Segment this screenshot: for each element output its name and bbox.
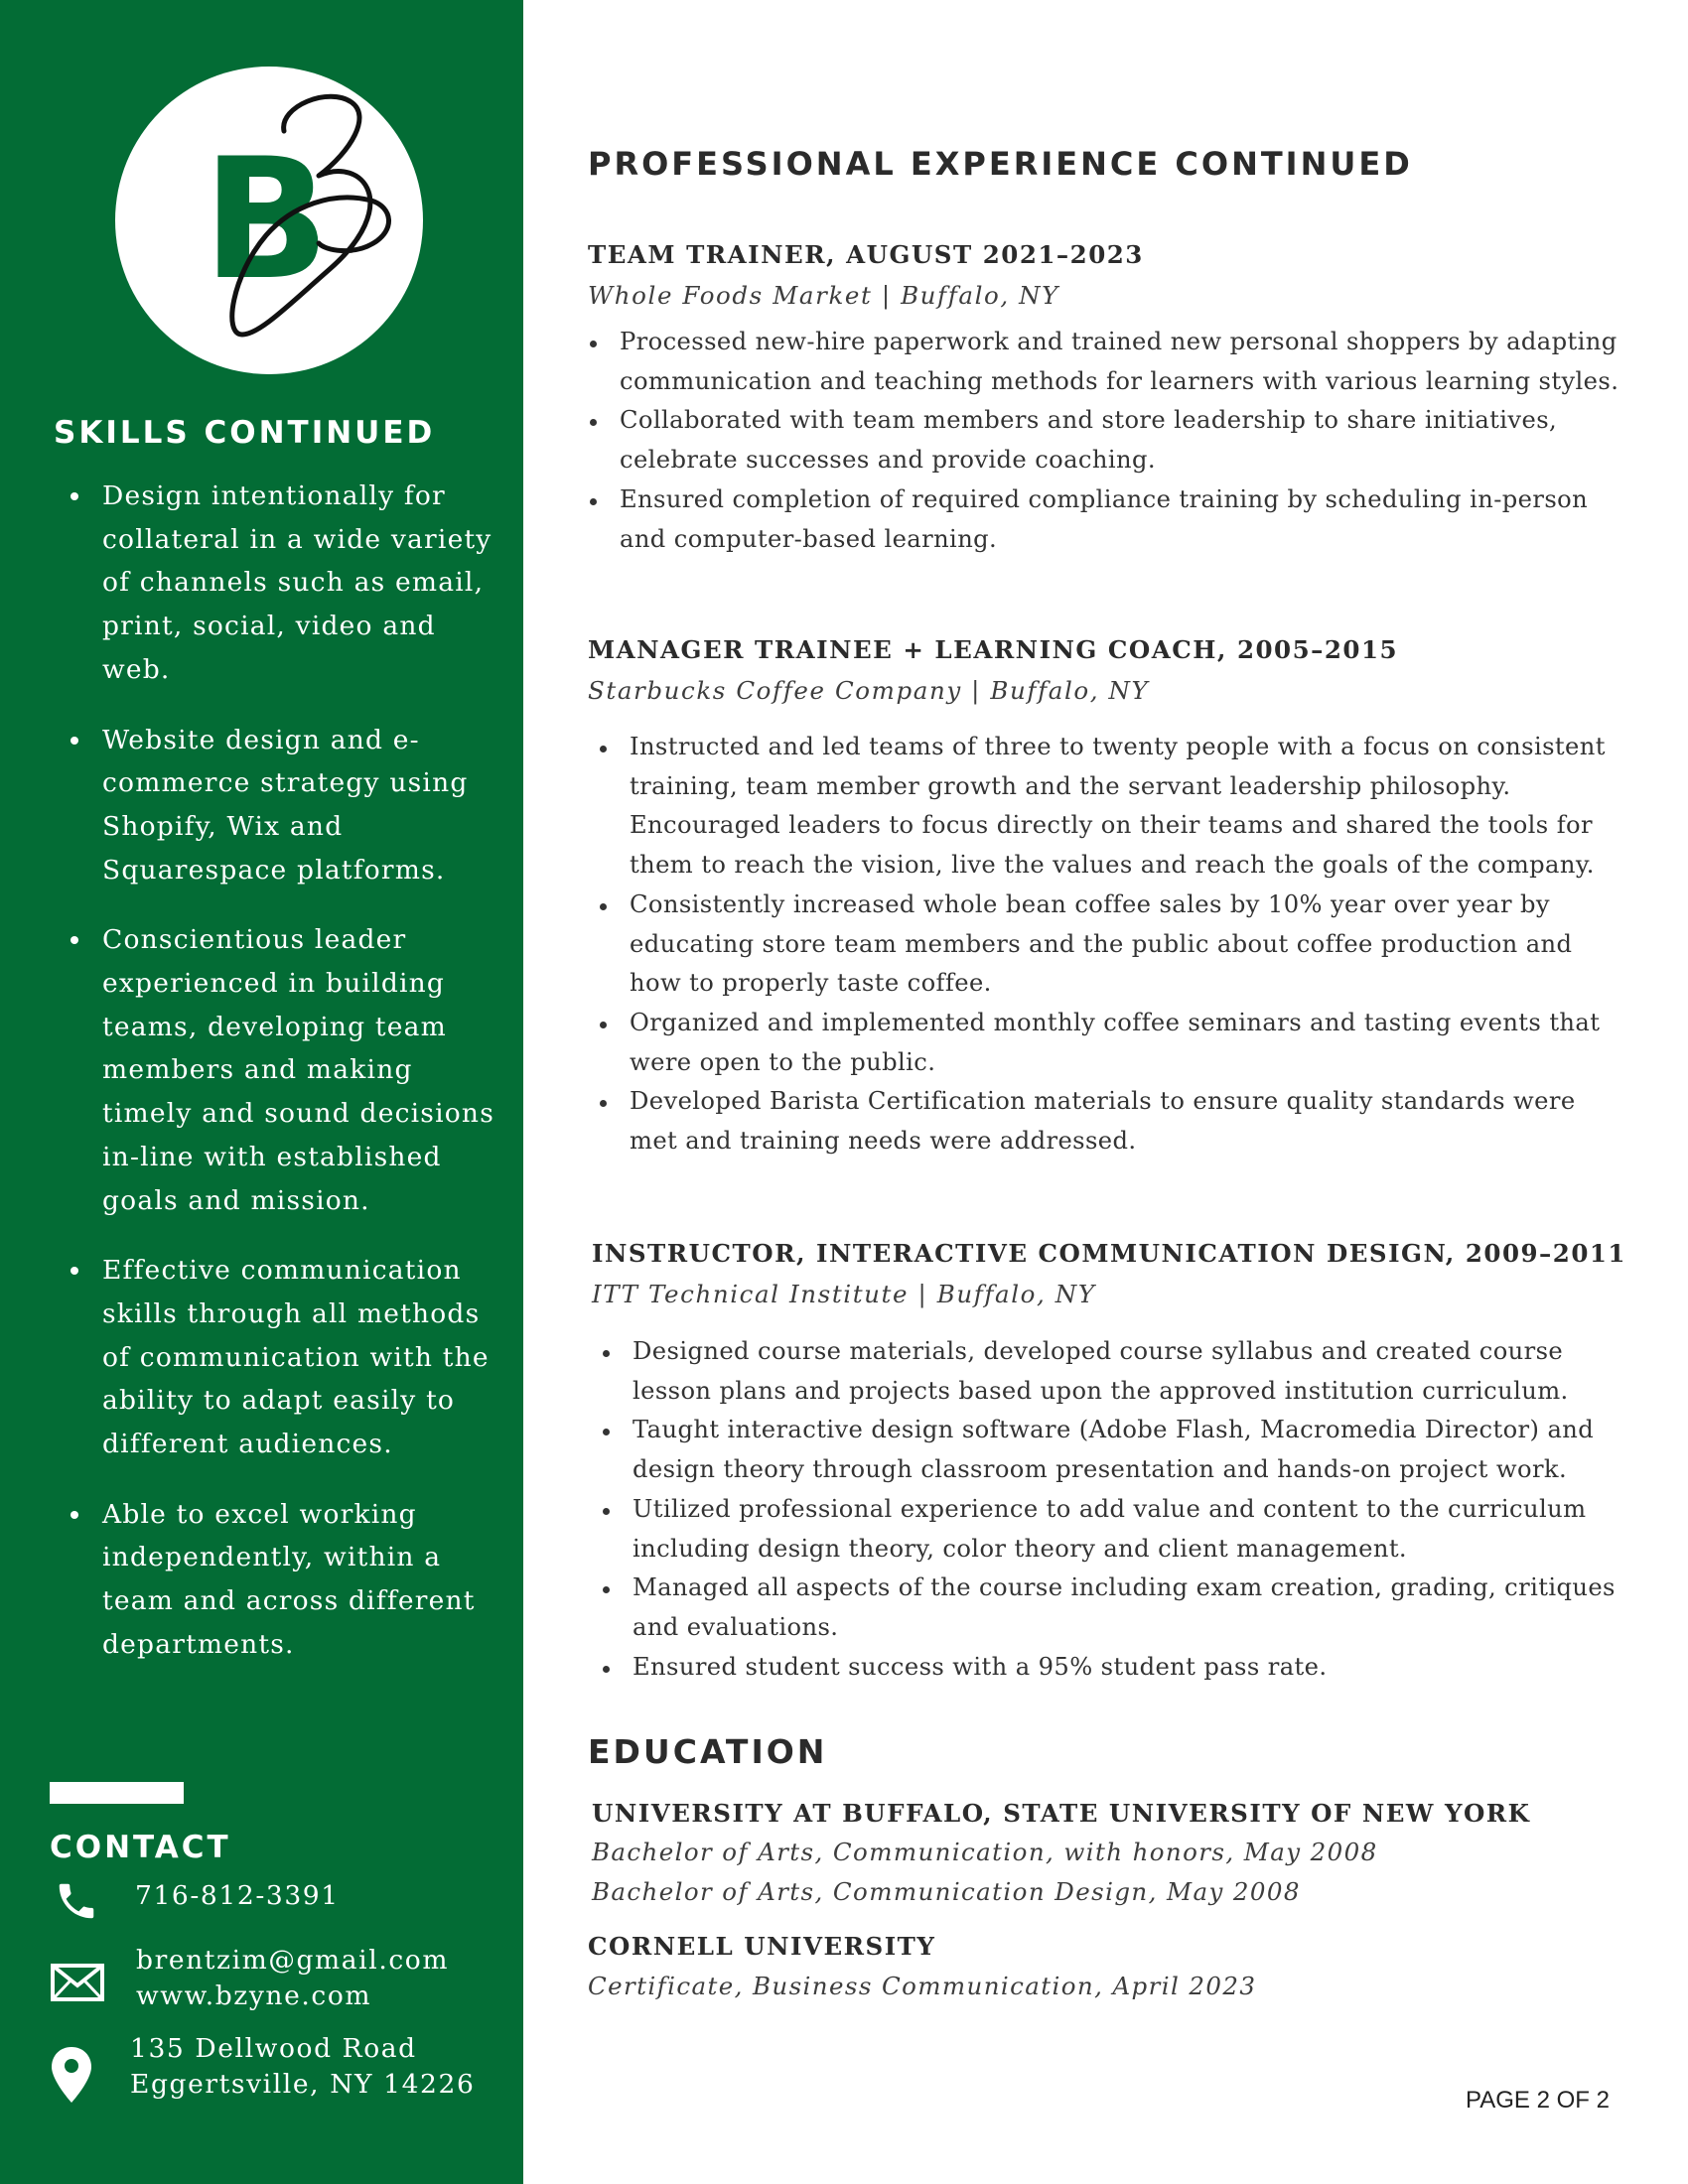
education-school: CORNELL UNIVERSITY bbox=[588, 1932, 936, 1961]
job-org: Whole Foods Market | Buffalo, NY bbox=[588, 281, 1059, 310]
contact-address-line2: Eggertsville, NY 14226 bbox=[130, 2069, 476, 2100]
phone-icon bbox=[54, 1878, 99, 1924]
contact-heading: CONTACT bbox=[50, 1830, 231, 1865]
sidebar bbox=[0, 0, 523, 2184]
job-bullets bbox=[588, 323, 1620, 559]
skill-item: Design intentionally for collateral in a wide variety of channels such as email, print, social, video and web. bbox=[54, 475, 500, 692]
education-degree: Bachelor of Arts, Communication Design, May 2008 bbox=[592, 1877, 1301, 1906]
job-bullet: Consistently increased whole bean coffee sales by 10% year over year by educating store team members and the public about coffee production and how to properly taste coffee. bbox=[598, 886, 1620, 1004]
education-degree: Certificate, Business Communication, April 2023 bbox=[588, 1972, 1257, 2000]
job-org: ITT Technical Institute | Buffalo, NY bbox=[592, 1280, 1096, 1308]
job-bullet: Taught interactive design software (Adobe Flash, Macromedia Director) and design theory through classroom presentation and hands-on project work. bbox=[601, 1411, 1623, 1489]
contact-website[interactable]: www.bzyne.com bbox=[136, 1980, 372, 2011]
job-bullet: Organized and implemented monthly coffee seminars and tasting events that were open to the public. bbox=[598, 1004, 1620, 1082]
job-bullet: Ensured student success with a 95% student pass rate. bbox=[601, 1648, 1623, 1688]
contact-address-line1: 135 Dellwood Road bbox=[130, 2033, 417, 2064]
skill-item: Able to excel working independently, within a team and across different departments. bbox=[54, 1493, 500, 1667]
job-title: TEAM TRAINER, AUGUST 2021–2023 bbox=[588, 240, 1144, 269]
job-bullets bbox=[601, 1332, 1623, 1687]
logo-block-letter: B bbox=[203, 122, 331, 317]
job-bullet: Collaborated with team members and store leadership to share initiatives, celebrate successes and provide coaching. bbox=[588, 401, 1620, 479]
location-pin-icon bbox=[50, 2045, 93, 2105]
monogram-logo bbox=[115, 67, 423, 374]
contact-divider-bar bbox=[50, 1782, 184, 1804]
contact-phone[interactable]: 716-812-3391 bbox=[135, 1880, 340, 1911]
skill-item: Conscientious leader experienced in building teams, developing team members and making timely and sound decisions in-line with established goals and mission. bbox=[54, 918, 500, 1222]
job-title: MANAGER TRAINEE + LEARNING COACH, 2005–2015 bbox=[588, 635, 1399, 664]
contact-email[interactable]: brentzim@gmail.com bbox=[136, 1945, 450, 1976]
job-bullet: Instructed and led teams of three to twenty people with a focus on consistent training, team member growth and the servant leadership philosophy. Encouraged leaders to focus directly on their teams and shared the tools for them to reach the vision, live the values and reach the goals of the company. bbox=[598, 728, 1620, 886]
monogram-logo-graphic bbox=[115, 67, 423, 374]
experience-heading: PROFESSIONAL EXPERIENCE CONTINUED bbox=[588, 145, 1413, 183]
job-bullet: Ensured completion of required compliance training by scheduling in-person and computer-based learning. bbox=[588, 480, 1620, 559]
job-bullet: Utilized professional experience to add value and content to the curriculum including design theory, color theory and client management. bbox=[601, 1490, 1623, 1569]
education-degree: Bachelor of Arts, Communication, with honors, May 2008 bbox=[592, 1838, 1378, 1866]
page-number: PAGE 2 OF 2 bbox=[1466, 2087, 1610, 2114]
job-bullet: Designed course materials, developed course syllabus and created course lesson plans and projects based upon the approved institution curriculum. bbox=[601, 1332, 1623, 1411]
job-bullet: Developed Barista Certification materials to ensure quality standards were met and training needs were addressed. bbox=[598, 1082, 1620, 1160]
education-school: UNIVERSITY AT BUFFALO, STATE UNIVERSITY OF NEW YORK bbox=[592, 1799, 1531, 1828]
skills-list bbox=[54, 475, 500, 1694]
skill-item: Website design and e-commerce strategy using Shopify, Wix and Squarespace platforms. bbox=[54, 719, 500, 892]
job-bullets bbox=[598, 728, 1620, 1161]
job-title: INSTRUCTOR, INTERACTIVE COMMUNICATION DESIGN, 2009–2011 bbox=[592, 1239, 1626, 1268]
envelope-icon bbox=[51, 1964, 104, 2001]
job-bullet: Managed all aspects of the course including exam creation, grading, critiques and evaluations. bbox=[601, 1569, 1623, 1647]
education-heading: EDUCATION bbox=[588, 1732, 828, 1771]
skill-item: Effective communication skills through all methods of communication with the ability to adapt easily to different audiences. bbox=[54, 1249, 500, 1466]
job-org: Starbucks Coffee Company | Buffalo, NY bbox=[588, 676, 1150, 705]
job-bullet: Processed new-hire paperwork and trained new personal shoppers by adapting communication and teaching methods for learners with various learning styles. bbox=[588, 323, 1620, 401]
skills-heading: SKILLS CONTINUED bbox=[54, 415, 436, 451]
